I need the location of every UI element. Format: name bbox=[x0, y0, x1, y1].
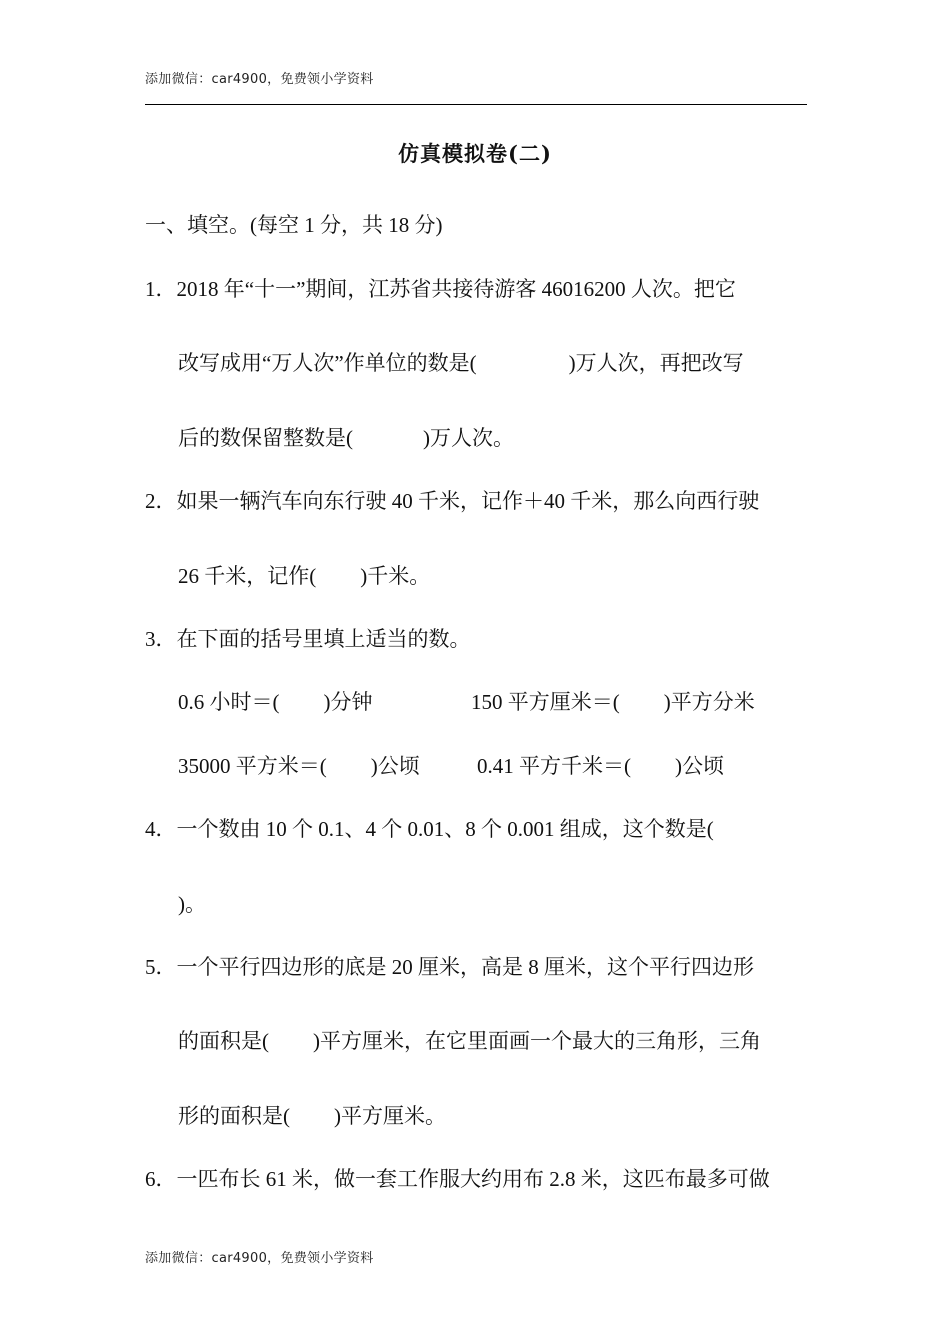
question-3-line-1: 3．在下面的括号里填上适当的数。 bbox=[145, 627, 471, 651]
question-5-text: )平方厘米，在它里面画一个最大的三角形，三角 bbox=[313, 1029, 761, 1053]
question-3-item-d bbox=[477, 751, 724, 781]
question-5-text: )平方厘米。 bbox=[334, 1104, 446, 1128]
footer-note: 添加微信：car4900，免费领小学资料 bbox=[145, 1251, 374, 1266]
question-1-text: 后的数保留整数是( bbox=[178, 426, 353, 450]
question-3-item-a bbox=[178, 687, 373, 717]
question-3-text: 150 平方厘米＝( bbox=[471, 690, 620, 714]
question-3-item-c bbox=[178, 751, 420, 781]
question-5-line-2 bbox=[178, 1026, 761, 1056]
question-3-text: 0.6 小时＝( bbox=[178, 690, 280, 714]
question-2-line-2 bbox=[178, 561, 430, 591]
question-1-text: )万人次，再把改写 bbox=[568, 351, 744, 375]
header-divider bbox=[145, 104, 807, 105]
question-3-text: )公顷 bbox=[675, 754, 724, 778]
question-2-text: 26 千米，记作( bbox=[178, 564, 317, 588]
page-title: 仿真模拟卷(二) bbox=[398, 141, 552, 166]
question-1-line-1: 1．2018 年“十一”期间，江苏省共接待游客 46016200 人次。把它 bbox=[145, 277, 736, 301]
question-5-line-1: 5．一个平行四边形的底是 20 厘米，高是 8 厘米，这个平行四边形 bbox=[145, 955, 754, 979]
question-1-text: )万人次。 bbox=[423, 426, 514, 450]
question-6-line-1: 6．一匹布长 61 米，做一套工作服大约用布 2.8 米，这匹布最多可做 bbox=[145, 1167, 770, 1191]
question-1-line-3 bbox=[178, 423, 514, 453]
question-3-text: )分钟 bbox=[323, 690, 373, 714]
header-note: 添加微信：car4900，免费领小学资料 bbox=[145, 72, 374, 87]
question-3-text: 35000 平方米＝( bbox=[178, 754, 327, 778]
question-2-text: )千米。 bbox=[360, 564, 431, 588]
question-3-text: )公顷 bbox=[370, 754, 420, 778]
question-3-text: 0.41 平方千米＝( bbox=[477, 754, 631, 778]
section-heading: 一、填空。(每空 1 分，共 18 分) bbox=[145, 213, 443, 237]
question-3-text: )平方分米 bbox=[663, 690, 755, 714]
question-1-line-2 bbox=[178, 348, 744, 378]
question-1-text: 改写成用“万人次”作单位的数是( bbox=[178, 351, 477, 375]
question-5-line-3 bbox=[178, 1101, 446, 1131]
question-3-item-b bbox=[471, 687, 755, 717]
question-4-line-1: 4．一个数由 10 个 0.1、4 个 0.01、8 个 0.001 组成，这个数是( bbox=[145, 817, 714, 841]
question-5-text: 的面积是( bbox=[178, 1029, 269, 1053]
question-5-text: 形的面积是( bbox=[178, 1104, 290, 1128]
question-2-line-1: 2．如果一辆汽车向东行驶 40 千米，记作＋40 千米，那么向西行驶 bbox=[145, 489, 760, 513]
question-4-line-2: )。 bbox=[178, 892, 206, 916]
